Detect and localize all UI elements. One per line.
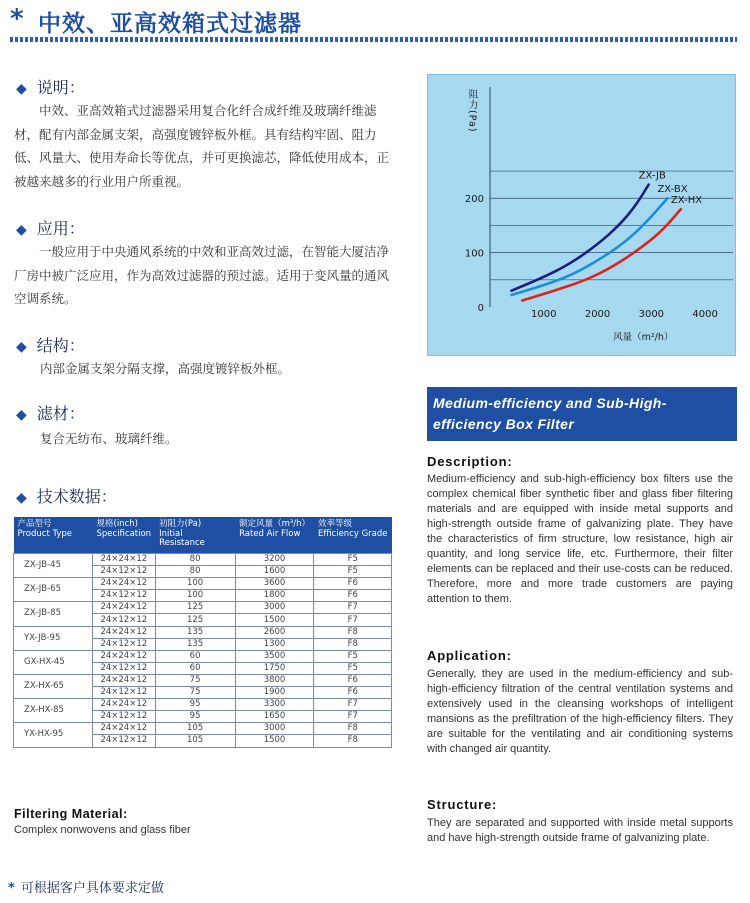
series-line-zx-hx [522,209,681,300]
table-row [14,626,392,638]
table-cell: 3200 [235,554,314,566]
table-cell: 60 [155,650,235,662]
table-cell: 24×12×12 [93,711,156,723]
table-cell: F7 [314,711,392,723]
cn-description-text: 中效、亚高效箱式过滤器采用复合化纤合成纤维及玻璃纤维滤材，配有内部金属支架，高强度镀锌板外框。具有结构牢固、阻力低、风量大、使用寿命长等优点，并可更换滤芯，降低使用成本，正被越来越多的行业用户所重视。 [14,103,390,189]
diamond-bullet-icon: ◆ [16,490,27,506]
table-row [14,699,392,711]
table-cell: 3800 [235,674,314,686]
resistance-airflow-chart [427,74,736,356]
table-cell: 135 [155,626,235,638]
table-header-cell: 规格(inch) Specification [93,517,156,554]
product-type-cell: YX-HX-95 [14,723,93,747]
table-cell: 75 [155,674,235,686]
y-tick-label: 200 [464,194,484,206]
y-tick-label: 0 [477,303,484,314]
table-cell: 24×12×12 [93,566,156,578]
footer-note: * 可根据客户具体要求定做 [8,881,164,896]
table-cell: 3500 [235,650,314,662]
table-cell: 80 [155,554,235,566]
product-type-cell: ZX-HX-65 [14,674,93,698]
en-description-text: Medium-efficiency and sub-high-efficiency box filters use the complex chemical fiber synthetic fiber and glass fiber filtering materials and are equipped with inside metal supports and high-strength outside frame of galvanizing plate. They have the characteristics of firm structure, low resistance, high air quantity, and long service life, etc. Furthermore, their filter elements can be replaced and their use-costs can be reduced. Therefore, more and more trade customers are paying attention to them. [427,473,733,605]
cn-application-text: 一般应用于中央通风系统的中效和亚高效过滤，在智能大厦洁净厂房中被广泛应用，作为高效过滤器的预过滤。适用于变风量的通风空调系统。 [14,244,390,306]
en-application-heading: Application: [427,648,512,663]
table-cell: F7 [314,699,392,711]
table-cell: 95 [155,711,235,723]
table-cell: F6 [314,578,392,590]
table-cell: F5 [314,650,392,662]
table-header-cell: 初阻力(Pa) Initial Resistance [155,517,235,554]
x-tick-label: 3000 [638,309,665,320]
table-cell: 24×24×12 [93,602,156,614]
product-type-cell: ZX-JB-65 [14,578,93,602]
series-label: ZX-BX [657,184,688,196]
table-header-cell: 效率等级 Efficiency Grade [314,517,392,554]
filtering-material-text: Complex nonwovens and glass fiber [14,824,191,836]
header-star-icon: * [10,4,24,34]
en-structure-text: They are separated and supported with inside metal supports and have high-strength outside frame of galvanizing plate. [427,817,733,844]
table-header-row [14,517,392,554]
table-cell: 75 [155,687,235,699]
table-row [14,578,392,590]
table-header-cell: 额定风量（m³/h） Rated Air Flow [235,517,314,554]
series-label: ZX-HX [670,195,703,207]
series-label: ZX-JB [638,170,666,182]
table-cell: 1500 [235,614,314,626]
filtering-material-heading: Filtering Material: [14,807,128,821]
table-cell: F5 [314,554,392,566]
spec-table [13,517,392,748]
table-cell: 24×24×12 [93,723,156,735]
table-cell: F8 [314,735,392,747]
y-axis-label: 阻力(Pa) [466,89,478,133]
diamond-bullet-icon: ◆ [16,339,27,355]
table-cell: 24×24×12 [93,626,156,638]
table-cell: 1900 [235,687,314,699]
product-type-cell: YX-JB-95 [14,626,93,650]
x-tick-label: 1000 [531,309,557,320]
table-row [14,554,392,566]
table-cell: F6 [314,687,392,699]
table-cell: 1500 [235,735,314,747]
table-cell: F8 [314,723,392,735]
cn-description-heading: ◆ 说明： [16,78,85,97]
cn-material-heading: ◆ 滤材： [16,404,85,423]
table-cell: F5 [314,662,392,674]
cn-application-heading: ◆ 应用： [16,219,85,238]
table-row [14,650,392,662]
header-divider [10,37,737,42]
table-cell: 24×12×12 [93,662,156,674]
y-tick-label: 100 [464,248,484,260]
table-cell: 135 [155,638,235,650]
table-cell: 100 [155,578,235,590]
x-tick-label: 4000 [692,309,718,320]
en-application-text: Generally, they are used in the medium-efficiency and sub-high-efficiency filtration of the central ventilation systems and extensively used in the cleansing workshops of intelligent mansions as the prefiltration of the high-efficiency filters. They are suitable for the ventilating and air conditioning systems with changed air quantity. [427,668,733,755]
table-cell: 24×24×12 [93,554,156,566]
cn-structure-text: 内部金属支架分隔支撑，高强度镀锌板外框。 [40,361,291,376]
diamond-bullet-icon: ◆ [16,81,27,97]
english-title: Medium-efficiency and Sub-High-efficiency Box Filter [433,395,667,432]
table-cell: 3000 [235,602,314,614]
table-cell: 3600 [235,578,314,590]
table-cell: 3300 [235,699,314,711]
table-cell: 1600 [235,566,314,578]
chart-svg [428,75,737,357]
table-cell: 24×12×12 [93,638,156,650]
table-cell: F6 [314,590,392,602]
table-body [14,554,392,748]
x-tick-label: 2000 [584,309,611,320]
table-cell: 105 [155,735,235,747]
table-cell: 24×12×12 [93,735,156,747]
page-title: 中效、亚高效箱式过滤器 [38,11,302,37]
table-cell: 2600 [235,626,314,638]
product-type-cell: ZX-HX-85 [14,699,93,723]
diamond-bullet-icon: ◆ [16,407,27,423]
table-cell: 1800 [235,590,314,602]
cn-material-text: 复合无纺布、玻璃纤维。 [40,431,178,446]
table-cell: 24×24×12 [93,699,156,711]
table-row [14,723,392,735]
table-cell: 24×12×12 [93,590,156,602]
en-structure-heading: Structure: [427,797,498,812]
en-description-heading: Description: [427,454,513,469]
x-axis-label: 风量（m²/h） [613,332,674,343]
product-type-cell: ZX-JB-45 [14,554,93,578]
cn-structure-heading: ◆ 结构： [16,336,85,355]
table-cell: 1650 [235,711,314,723]
table-cell: 100 [155,590,235,602]
table-cell: 60 [155,662,235,674]
table-cell: F6 [314,674,392,686]
table-cell: 105 [155,723,235,735]
table-cell: F7 [314,602,392,614]
table-cell: 80 [155,566,235,578]
table-cell: 24×12×12 [93,687,156,699]
product-type-cell: GX-HX-45 [14,650,93,674]
table-cell: 24×24×12 [93,650,156,662]
table-header-cell: 产品型号 Product Type [14,517,93,554]
table-cell: 125 [155,602,235,614]
table-cell: F8 [314,638,392,650]
product-type-cell: ZX-JB-85 [14,602,93,626]
table-row [14,602,392,614]
table-cell: F5 [314,566,392,578]
table-cell: 1300 [235,638,314,650]
table-row [14,674,392,686]
diamond-bullet-icon: ◆ [16,222,27,238]
table-cell: 24×24×12 [93,578,156,590]
table-cell: F8 [314,626,392,638]
table-cell: 24×24×12 [93,674,156,686]
table-cell: 95 [155,699,235,711]
table-cell: 1750 [235,662,314,674]
table-cell: 3000 [235,723,314,735]
footer-star-icon: * [8,881,15,896]
table-cell: F7 [314,614,392,626]
table-cell: 24×12×12 [93,614,156,626]
table-cell: 125 [155,614,235,626]
cn-techdata-heading: ◆ 技术数据： [16,487,117,506]
